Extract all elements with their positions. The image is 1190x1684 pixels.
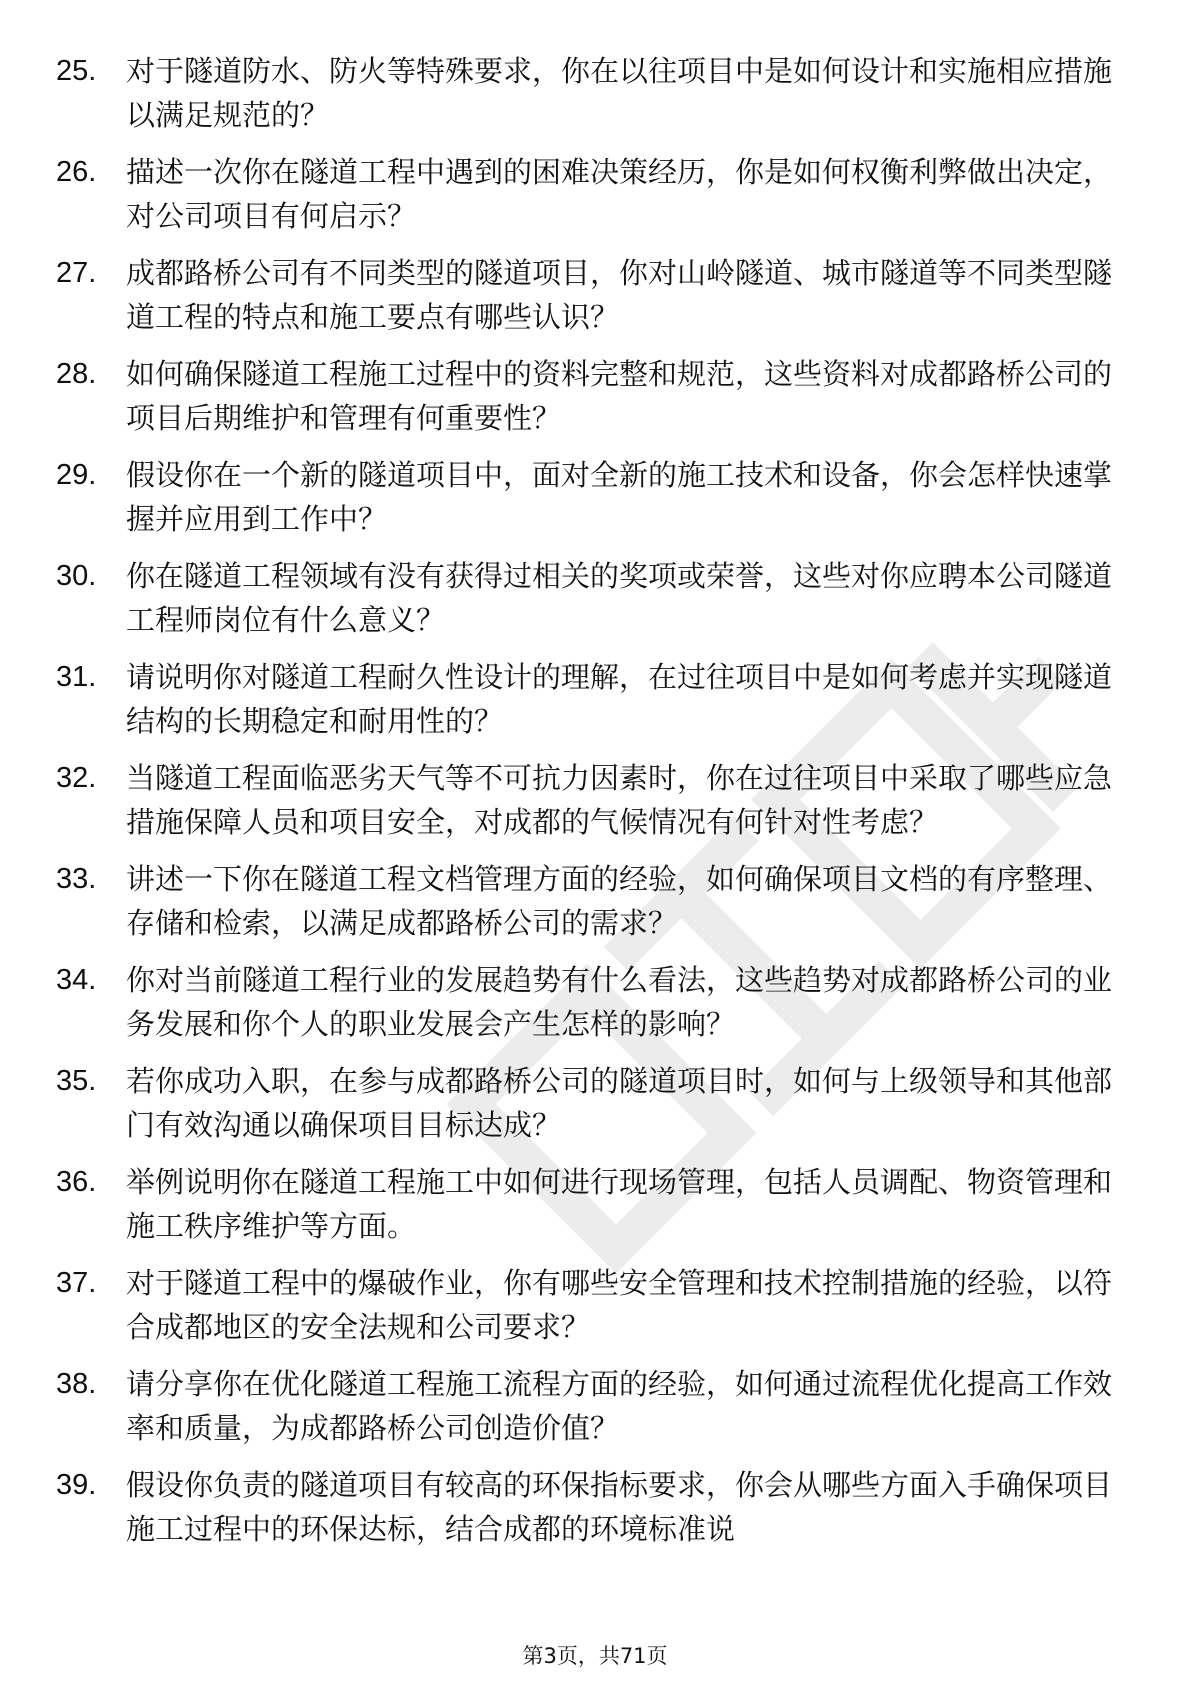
- question-item: [56, 1464, 1136, 1551]
- question-number: 28.: [56, 358, 97, 390]
- question-item: [56, 757, 1136, 844]
- question-item: [56, 656, 1136, 743]
- question-text: 请分享你在优化隧道工程施工流程方面的经验，如何通过流程优化提高工作效率和质量，为成都路桥公司创造价值？: [126, 1367, 1113, 1445]
- question-text: 描述一次你在隧道工程中遇到的困难决策经历，你是如何权衡利弊做出决定，对公司项目有何启示？: [126, 155, 1113, 233]
- question-item: [56, 252, 1136, 339]
- question-text: 举例说明你在隧道工程施工中如何进行现场管理，包括人员调配、物资管理和施工秩序维护等方面。: [126, 1165, 1113, 1243]
- question-item: [56, 959, 1136, 1046]
- page-number-footer: 第3页，共71页: [522, 1644, 668, 1668]
- question-text: 对于隧道防水、防火等特殊要求，你在以往项目中是如何设计和实施相应措施以满足规范的？: [126, 54, 1113, 132]
- question-item: [56, 151, 1136, 238]
- question-text: 如何确保隧道工程施工过程中的资料完整和规范，这些资料对成都路桥公司的项目后期维护和管理有何重要性？: [126, 357, 1113, 435]
- question-text: 对于隧道工程中的爆破作业，你有哪些安全管理和技术控制措施的经验，以符合成都地区的安全法规和公司要求？: [126, 1266, 1113, 1344]
- question-number: 29.: [56, 459, 97, 491]
- question-item: [56, 454, 1136, 541]
- question-number: 31.: [56, 661, 97, 693]
- question-item: [56, 50, 1136, 137]
- question-number: 27.: [56, 257, 97, 289]
- question-number: 37.: [56, 1267, 97, 1299]
- question-number: 35.: [56, 1065, 97, 1097]
- question-item: [56, 858, 1136, 945]
- question-number: 30.: [56, 560, 97, 592]
- question-text: 讲述一下你在隧道工程文档管理方面的经验，如何确保项目文档的有序整理、存储和检索，以满足成都路桥公司的需求？: [126, 862, 1113, 940]
- question-text: 成都路桥公司有不同类型的隧道项目，你对山岭隧道、城市隧道等不同类型隧道工程的特点和施工要点有哪些认识？: [126, 256, 1113, 334]
- question-number: 26.: [56, 156, 97, 188]
- question-number: 33.: [56, 863, 97, 895]
- question-number: 36.: [56, 1166, 97, 1198]
- question-list: [56, 50, 1136, 1565]
- question-number: 25.: [56, 55, 97, 87]
- question-item: [56, 1060, 1136, 1147]
- question-text: 假设你负责的隧道项目有较高的环保指标要求，你会从哪些方面入手确保项目施工过程中的环保达标，结合成都的环境标准说: [126, 1468, 1113, 1546]
- question-item: [56, 1161, 1136, 1248]
- question-text: 你对当前隧道工程行业的发展趋势有什么看法，这些趋势对成都路桥公司的业务发展和你个人的职业发展会产生怎样的影响？: [126, 963, 1113, 1041]
- question-text: 若你成功入职，在参与成都路桥公司的隧道项目时，如何与上级领导和其他部门有效沟通以确保项目目标达成？: [126, 1064, 1113, 1142]
- question-item: [56, 555, 1136, 642]
- question-text: 你在隧道工程领域有没有获得过相关的奖项或荣誉，这些对你应聘本公司隧道工程师岗位有什么意义？: [126, 559, 1113, 637]
- question-item: [56, 1262, 1136, 1349]
- question-text: 当隧道工程面临恶劣天气等不可抗力因素时，你在过往项目中采取了哪些应急措施保障人员和项目安全，对成都的气候情况有何针对性考虑？: [126, 761, 1113, 839]
- question-text: 假设你在一个新的隧道项目中，面对全新的施工技术和设备，你会怎样快速掌握并应用到工作中？: [126, 458, 1113, 536]
- question-number: 34.: [56, 964, 97, 996]
- question-number: 39.: [56, 1469, 97, 1501]
- question-text: 请说明你对隧道工程耐久性设计的理解，在过往项目中是如何考虑并实现隧道结构的长期稳定和耐用性的？: [126, 660, 1113, 738]
- question-number: 38.: [56, 1368, 97, 1400]
- question-number: 32.: [56, 762, 97, 794]
- question-item: [56, 353, 1136, 440]
- question-item: [56, 1363, 1136, 1450]
